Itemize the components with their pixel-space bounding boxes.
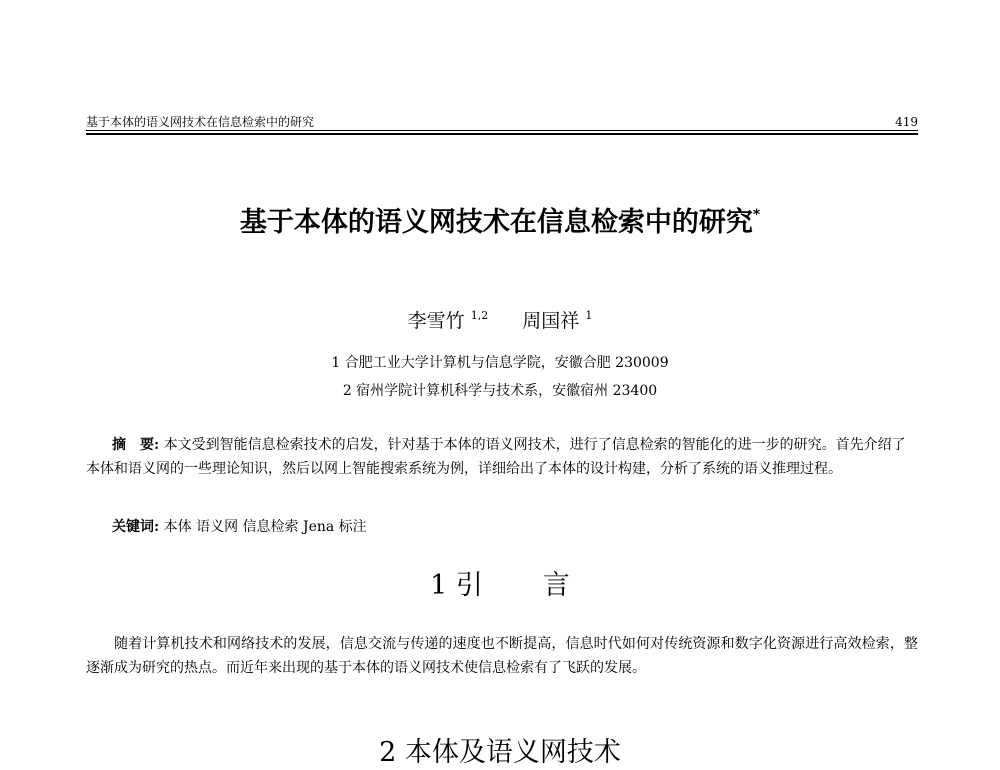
author-name: 李雪竹 bbox=[407, 310, 465, 332]
body-paragraph-text: 随着计算机技术和网络技术的发展，信息交流与传递的速度也不断提高，信息时代如何对传统资源和数字化资源进行高效检索，整逐渐成为研究的热点。而近年来出现的基于本体的语义网技术使信息检索有了飞跃的发展。 bbox=[86, 636, 918, 676]
author-affiliation-mark: 1 bbox=[585, 309, 593, 322]
section-number: 1 bbox=[430, 570, 448, 601]
keywords-text: 本体 语义网 信息检索 Jena 标注 bbox=[163, 519, 367, 535]
abstract bbox=[86, 433, 918, 481]
body-paragraph bbox=[86, 632, 918, 680]
author-name: 周国祥 bbox=[522, 310, 580, 332]
keywords bbox=[112, 517, 918, 537]
author-affiliation-mark: 1,2 bbox=[470, 309, 489, 322]
header-rule-thick bbox=[86, 133, 918, 135]
paper-title bbox=[0, 198, 1000, 240]
section-title-part: 言 bbox=[542, 570, 570, 601]
abstract-label-2: 要: bbox=[140, 437, 160, 453]
running-title: 基于本体的语义网技术在信息检索中的研究 bbox=[86, 115, 315, 129]
affiliation-1: 1 合肥工业大学计算机与信息学院，安徽合肥 230009 bbox=[331, 355, 669, 371]
paper-title-text: 基于本体的语义网技术在信息检索中的研究 bbox=[239, 207, 753, 238]
author-line bbox=[0, 304, 1000, 333]
keywords-label: 关键词: bbox=[112, 519, 160, 535]
section-title-part: 引 bbox=[455, 570, 483, 601]
abstract-label: 摘 bbox=[112, 437, 126, 453]
section-heading-2 bbox=[0, 736, 1000, 770]
header-rule-thin bbox=[86, 130, 918, 131]
section-heading-1 bbox=[0, 569, 1000, 603]
page-number: 419 bbox=[895, 115, 918, 129]
abstract-text: 本文受到智能信息检索技术的启发，针对基于本体的语义网技术，进行了信息检索的智能化的进一步的研究。首先介绍了本体和语义网的一些理论知识，然后以网上智能搜索系统为例，详细给出了本体的设计构建，分析了系统的语义推理过程。 bbox=[86, 437, 906, 477]
section-title: 本体及语义网技术 bbox=[404, 737, 621, 768]
affiliation-2: 2 宿州学院计算机科学与技术系，安徽宿州 23400 bbox=[342, 383, 658, 399]
section-number: 2 bbox=[379, 737, 397, 768]
title-footnote-mark: * bbox=[752, 207, 761, 223]
